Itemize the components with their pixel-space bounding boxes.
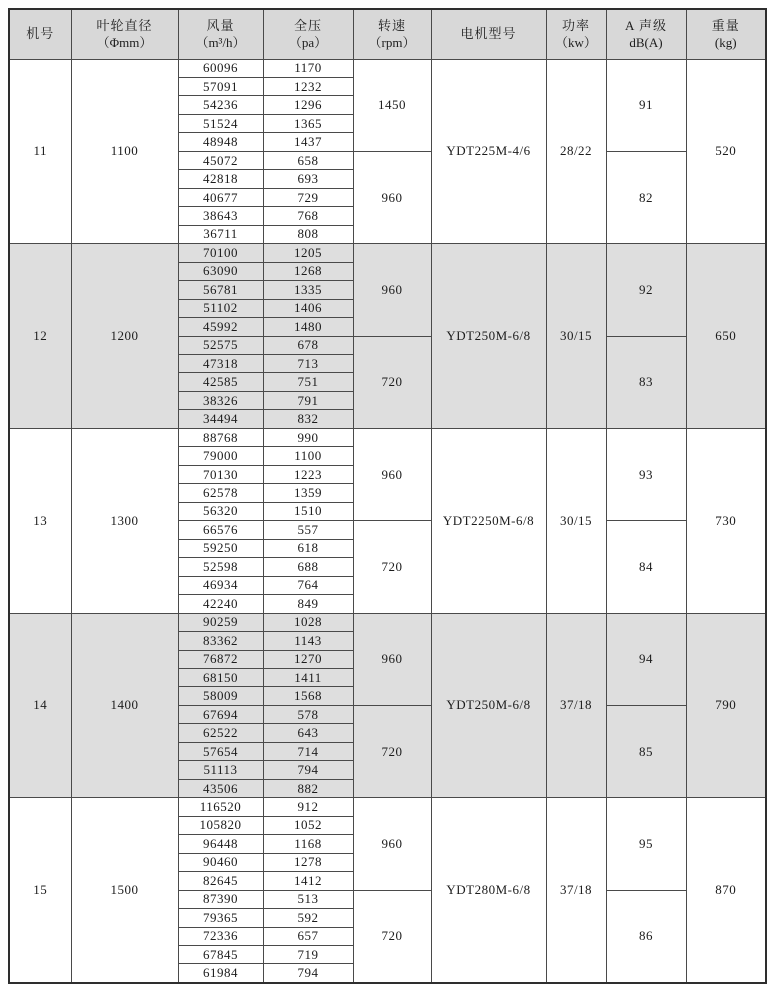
col-header-power xyxy=(546,9,606,59)
air-volume-cell: 70100 xyxy=(178,244,263,262)
total-pressure-cell: 832 xyxy=(263,410,353,428)
noise-level-cell: 94 xyxy=(606,613,686,705)
weight-cell: 870 xyxy=(686,798,766,983)
air-volume-cell: 82645 xyxy=(178,872,263,890)
motor-model-cell: YDT280M-6/8 xyxy=(431,798,546,983)
air-volume-cell: 42818 xyxy=(178,170,263,188)
header-row xyxy=(9,9,766,59)
air-volume-cell: 79000 xyxy=(178,447,263,465)
noise-level-cell: 83 xyxy=(606,336,686,428)
air-volume-cell: 57091 xyxy=(178,77,263,95)
total-pressure-cell: 1170 xyxy=(263,59,353,77)
col-header-machine-no xyxy=(9,9,71,59)
air-volume-cell: 79365 xyxy=(178,909,263,927)
power-cell: 37/18 xyxy=(546,613,606,798)
total-pressure-cell: 557 xyxy=(263,521,353,539)
total-pressure-cell: 1143 xyxy=(263,632,353,650)
air-volume-cell: 90259 xyxy=(178,613,263,631)
total-pressure-cell: 1028 xyxy=(263,613,353,631)
table-row xyxy=(9,244,766,262)
air-volume-cell: 62578 xyxy=(178,484,263,502)
header-line2: （m³/h） xyxy=(195,35,246,51)
col-header-air-volume xyxy=(178,9,263,59)
total-pressure-cell: 1052 xyxy=(263,816,353,834)
col-header-motor-model xyxy=(431,9,546,59)
total-pressure-cell: 1568 xyxy=(263,687,353,705)
header-line1: 电机型号 xyxy=(460,26,517,42)
weight-cell: 520 xyxy=(686,59,766,244)
total-pressure-cell: 1232 xyxy=(263,77,353,95)
total-pressure-cell: 513 xyxy=(263,890,353,908)
machine-no-cell: 14 xyxy=(9,613,71,798)
header-line1: A 声级 xyxy=(625,17,667,33)
power-cell: 30/15 xyxy=(546,244,606,429)
header-line2: （pa） xyxy=(288,35,328,51)
air-volume-cell: 68150 xyxy=(178,668,263,686)
impeller-diameter-cell: 1200 xyxy=(71,244,178,429)
air-volume-cell: 51524 xyxy=(178,114,263,132)
air-volume-cell: 45072 xyxy=(178,151,263,169)
total-pressure-cell: 791 xyxy=(263,391,353,409)
noise-level-cell: 95 xyxy=(606,798,686,890)
total-pressure-cell: 1335 xyxy=(263,281,353,299)
noise-level-cell: 91 xyxy=(606,59,686,151)
col-header-impeller-diameter xyxy=(71,9,178,59)
header-line1: 机号 xyxy=(26,26,55,42)
impeller-diameter-cell: 1500 xyxy=(71,798,178,983)
air-volume-cell: 48948 xyxy=(178,133,263,151)
total-pressure-cell: 1268 xyxy=(263,262,353,280)
header-line2: (kg) xyxy=(714,35,737,51)
total-pressure-cell: 657 xyxy=(263,927,353,945)
air-volume-cell: 70130 xyxy=(178,465,263,483)
air-volume-cell: 47318 xyxy=(178,355,263,373)
speed-cell: 960 xyxy=(353,151,431,243)
air-volume-cell: 52575 xyxy=(178,336,263,354)
speed-cell: 960 xyxy=(353,613,431,705)
air-volume-cell: 38326 xyxy=(178,391,263,409)
noise-level-cell: 82 xyxy=(606,151,686,243)
air-volume-cell: 72336 xyxy=(178,927,263,945)
total-pressure-cell: 643 xyxy=(263,724,353,742)
motor-model-cell: YDT2250M-6/8 xyxy=(431,428,546,613)
impeller-diameter-cell: 1300 xyxy=(71,428,178,613)
header-line1: 转速 xyxy=(377,17,406,33)
air-volume-cell: 67694 xyxy=(178,705,263,723)
power-cell: 30/15 xyxy=(546,428,606,613)
table-row xyxy=(9,428,766,446)
air-volume-cell: 52598 xyxy=(178,558,263,576)
power-cell: 28/22 xyxy=(546,59,606,244)
header-line2: （rpm） xyxy=(368,35,416,51)
total-pressure-cell: 1359 xyxy=(263,484,353,502)
air-volume-cell: 54236 xyxy=(178,96,263,114)
air-volume-cell: 38643 xyxy=(178,207,263,225)
total-pressure-cell: 1168 xyxy=(263,835,353,853)
total-pressure-cell: 1411 xyxy=(263,668,353,686)
air-volume-cell: 45992 xyxy=(178,318,263,336)
total-pressure-cell: 794 xyxy=(263,761,353,779)
air-volume-cell: 36711 xyxy=(178,225,263,243)
speed-cell: 960 xyxy=(353,798,431,890)
total-pressure-cell: 678 xyxy=(263,336,353,354)
speed-cell: 960 xyxy=(353,428,431,520)
total-pressure-cell: 912 xyxy=(263,798,353,816)
air-volume-cell: 46934 xyxy=(178,576,263,594)
header-line2: （kw） xyxy=(555,35,597,51)
speed-cell: 960 xyxy=(353,244,431,336)
total-pressure-cell: 1510 xyxy=(263,502,353,520)
total-pressure-cell: 1278 xyxy=(263,853,353,871)
table-row xyxy=(9,613,766,631)
header-line1: 风量 xyxy=(206,17,235,33)
total-pressure-cell: 714 xyxy=(263,742,353,760)
motor-model-cell: YDT250M-6/8 xyxy=(431,613,546,798)
noise-level-cell: 93 xyxy=(606,428,686,520)
total-pressure-cell: 618 xyxy=(263,539,353,557)
air-volume-cell: 57654 xyxy=(178,742,263,760)
total-pressure-cell: 764 xyxy=(263,576,353,594)
motor-model-cell: YDT225M-4/6 xyxy=(431,59,546,244)
col-header-total-pressure xyxy=(263,9,353,59)
table-header xyxy=(9,9,766,59)
air-volume-cell: 51102 xyxy=(178,299,263,317)
header-line2: （Φmm） xyxy=(96,35,153,51)
total-pressure-cell: 1480 xyxy=(263,318,353,336)
total-pressure-cell: 751 xyxy=(263,373,353,391)
noise-level-cell: 86 xyxy=(606,890,686,983)
total-pressure-cell: 1223 xyxy=(263,465,353,483)
air-volume-cell: 66576 xyxy=(178,521,263,539)
machine-no-cell: 11 xyxy=(9,59,71,244)
header-line1: 功率 xyxy=(561,17,590,33)
air-volume-cell: 40677 xyxy=(178,188,263,206)
total-pressure-cell: 794 xyxy=(263,964,353,983)
total-pressure-cell: 578 xyxy=(263,705,353,723)
total-pressure-cell: 592 xyxy=(263,909,353,927)
total-pressure-cell: 1270 xyxy=(263,650,353,668)
total-pressure-cell: 1296 xyxy=(263,96,353,114)
total-pressure-cell: 768 xyxy=(263,207,353,225)
machine-no-cell: 15 xyxy=(9,798,71,983)
total-pressure-cell: 990 xyxy=(263,428,353,446)
air-volume-cell: 43506 xyxy=(178,779,263,797)
air-volume-cell: 67845 xyxy=(178,946,263,964)
total-pressure-cell: 1205 xyxy=(263,244,353,262)
air-volume-cell: 61984 xyxy=(178,964,263,983)
col-header-noise-level xyxy=(606,9,686,59)
total-pressure-cell: 1100 xyxy=(263,447,353,465)
speed-cell: 720 xyxy=(353,521,431,613)
speed-cell: 720 xyxy=(353,336,431,428)
header-line1: 叶轮直径 xyxy=(96,17,153,33)
air-volume-cell: 62522 xyxy=(178,724,263,742)
air-volume-cell: 105820 xyxy=(178,816,263,834)
motor-model-cell: YDT250M-6/8 xyxy=(431,244,546,429)
air-volume-cell: 96448 xyxy=(178,835,263,853)
total-pressure-cell: 658 xyxy=(263,151,353,169)
air-volume-cell: 63090 xyxy=(178,262,263,280)
air-volume-cell: 42240 xyxy=(178,595,263,613)
impeller-diameter-cell: 1100 xyxy=(71,59,178,244)
total-pressure-cell: 849 xyxy=(263,595,353,613)
table-body xyxy=(9,59,766,983)
machine-no-cell: 13 xyxy=(9,428,71,613)
air-volume-cell: 59250 xyxy=(178,539,263,557)
total-pressure-cell: 713 xyxy=(263,355,353,373)
col-header-speed xyxy=(353,9,431,59)
air-volume-cell: 42585 xyxy=(178,373,263,391)
weight-cell: 730 xyxy=(686,428,766,613)
total-pressure-cell: 1365 xyxy=(263,114,353,132)
power-cell: 37/18 xyxy=(546,798,606,983)
total-pressure-cell: 1412 xyxy=(263,872,353,890)
air-volume-cell: 116520 xyxy=(178,798,263,816)
header-line2: dB(A) xyxy=(629,35,663,51)
noise-level-cell: 92 xyxy=(606,244,686,336)
total-pressure-cell: 808 xyxy=(263,225,353,243)
speed-cell: 720 xyxy=(353,705,431,797)
header-line1: 重量 xyxy=(711,17,740,33)
col-header-weight xyxy=(686,9,766,59)
air-volume-cell: 87390 xyxy=(178,890,263,908)
total-pressure-cell: 688 xyxy=(263,558,353,576)
total-pressure-cell: 882 xyxy=(263,779,353,797)
air-volume-cell: 60096 xyxy=(178,59,263,77)
fan-spec-table xyxy=(8,8,767,984)
machine-no-cell: 12 xyxy=(9,244,71,429)
table-row xyxy=(9,798,766,816)
total-pressure-cell: 729 xyxy=(263,188,353,206)
air-volume-cell: 51113 xyxy=(178,761,263,779)
weight-cell: 790 xyxy=(686,613,766,798)
air-volume-cell: 83362 xyxy=(178,632,263,650)
table-row xyxy=(9,59,766,77)
air-volume-cell: 56781 xyxy=(178,281,263,299)
air-volume-cell: 56320 xyxy=(178,502,263,520)
speed-cell: 1450 xyxy=(353,59,431,151)
air-volume-cell: 76872 xyxy=(178,650,263,668)
impeller-diameter-cell: 1400 xyxy=(71,613,178,798)
total-pressure-cell: 693 xyxy=(263,170,353,188)
air-volume-cell: 58009 xyxy=(178,687,263,705)
speed-cell: 720 xyxy=(353,890,431,983)
header-line1: 全压 xyxy=(293,17,322,33)
noise-level-cell: 85 xyxy=(606,705,686,797)
air-volume-cell: 88768 xyxy=(178,428,263,446)
total-pressure-cell: 719 xyxy=(263,946,353,964)
noise-level-cell: 84 xyxy=(606,521,686,613)
weight-cell: 650 xyxy=(686,244,766,429)
total-pressure-cell: 1437 xyxy=(263,133,353,151)
total-pressure-cell: 1406 xyxy=(263,299,353,317)
air-volume-cell: 34494 xyxy=(178,410,263,428)
air-volume-cell: 90460 xyxy=(178,853,263,871)
